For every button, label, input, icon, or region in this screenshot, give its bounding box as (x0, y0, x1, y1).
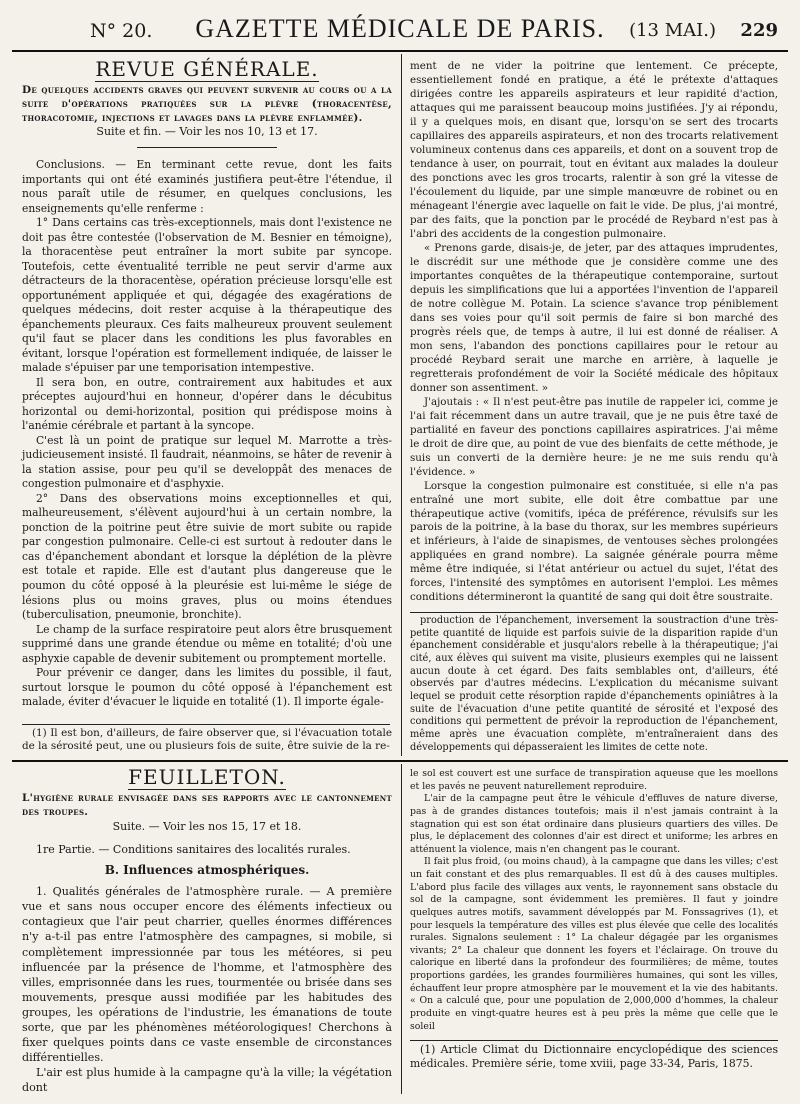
feuilleton-suite: Suite. — Voir les nos 15, 17 et 18. (112, 820, 302, 834)
feuilleton-subtitle: L'hygiène rurale envisagée dans ses rapports avec le cantonnement des troupes. (22, 792, 392, 819)
page-number: 229 (740, 20, 778, 41)
feuilleton-paragraph: le sol est couvert est une surface de transpiration aqueuse que les moellons et les pavés ne peuvent naturellement reproduire. (410, 768, 778, 792)
column-divider-bottom (401, 764, 402, 1094)
revue-paragraph: J'ajoutais : « Il n'est peut-être pas inutile de rappeler ici, comme je l'ai fait récemment dans un autre travail, que je ne puis être taxé de partialité en faveur des ponctions capillaires aspiratrices. J'ai même le droit de dire que, au point de vue des bienfaits de cette méthode, je suis un converti de la dernière heure: je ne me suis rendu qu'à l'évidence. » (410, 395, 778, 478)
revue-left-footnote (22, 727, 392, 754)
footnote-text: (1) Article Climat du Dictionnaire encyclopédique des sciences médicales. Première série, tome xviii, page 33-34, Paris, 1875. (410, 1043, 778, 1070)
masthead-rule (12, 50, 788, 52)
feuilleton-paragraph: L'air de la campagne peut être le véhicule d'effluves de nature diverse, pas à de grandes distances toutefois; mais il n'est jamais contraint à la stagnation qui est son état ordinaire dans plusieurs quartiers des villes. De plus, le déplacement des colonnes d'air est direct et uniforme; les arbres en atténuent la violence, mais n'en changent pas le courant. (410, 793, 778, 855)
feuilleton-footnote (410, 1043, 778, 1071)
feuilleton-title: FEUILLETON. (128, 765, 286, 789)
revue-subtitle: De quelques accidents graves qui peuvent survenir au cours ou a la suite d'opérations pratiquées sur la plèvre (thoracentèse, thoracotomie, injections et lavages dans la plèvre enflammée). (22, 83, 392, 124)
footnote-rule-feuilleton (410, 1040, 778, 1041)
revue-paragraph: « Prenons garde, disais-je, de jeter, par des attaques imprudentes, le discrédit sur une méthode que je considère comme une des importantes conquêtes de la thérapeutique contemporaine, surtout depuis les simplifications que lui a apportées l'invention de l'appareil de notre collègue M. Potain. La science s'avance trop péniblement dans ses voies pour qu'il soit permis de faire si bon marché des progrès réels que, de temps à autre, il lui est donné de réaliser. A mon sens, l'abandon des ponctions capillaires pour le retour au procédé Reybard serait une marche en arrière, à laquelle je regretterais profondément de voir la Société médicale des hôpitaux donner son assentiment. » (410, 241, 778, 394)
footnote-rule-right (410, 612, 778, 613)
footnote-text: (1) Il est bon, d'ailleurs, de faire observer que, si l'évacuation totale de la sérosité peut, une ou plusieurs fois de suite, être suivie de la re- (22, 727, 392, 753)
column-divider-top (401, 54, 402, 756)
footnote-rule-left (22, 724, 390, 725)
feuilleton-paragraph: 1. Qualités générales de l'atmosphère rurale. — A première vue et sans nous occuper encore des éléments infectieux ou contagieux que l'air peut charrier, quelles énormes différences n'y a-t-il pas entre l'atmosphère des campagnes, si mobile, si complètement impressionnée par tous les météores, si peu influencée par la présence de l'homme, et l'atmosphère des villes, emprisonnée dans les rues, tourmentée ou brisée dans ses mouvements, presque aussi modifiée par les habitudes des groupes, les opérations de l'industrie, les émanations de toute sorte, que par les phénomènes météorologiques! Cherchons à fixer quelques points dans ce vaste ensemble de circonstances différentielles. (22, 885, 392, 1064)
revue-right-column (410, 60, 778, 605)
revue-paragraph: Il sera bon, en outre, contrairement aux habitudes et aux préceptes aujourd'hui en honneur, d'opérer dans le décubitus horizontal ou demi-horizontal, position qui prédispose moins à l'anémie cérébrale et partant à la syncope. (22, 375, 392, 433)
masthead (12, 12, 788, 52)
issue-date: (13 MAI.) (629, 20, 716, 41)
revue-paragraph: ment de ne vider la poitrine que lentement. Ce précepte, essentiellement fondé en pratique, a été le prétexte d'attaques dirigées contre les appareils aspirateurs et leur rapidité d'action, attaques qui me paraissent beaucoup moins justifiées. J'y ai répondu, il y a quelques mois, en disant que, lorsqu'on se sert des trocarts capillaires des appareils aspirateurs, et non des trocarts relativement volumineux contenus dans ces appareils, et dont on a souvent trop de tendance à user, on pourrait, tout en évitant aux malades la douleur des ponctions avec les gros trocarts, ralentir à son gré la vitesse de l'écoulement du liquide, par une simple manœuvre de robinet ou en ménageant l'énergie avec laquelle on fait le vide. De plus, j'ai montré, par des faits, que la ponction par le procédé de Reybard n'est pas à l'abri des accidents de la congestion pulmonaire. (410, 60, 778, 240)
feuilleton-left-column (22, 765, 392, 1095)
feuilleton-paragraph: L'air est plus humide à la campagne qu'à la ville; la végétation dont (22, 1066, 392, 1095)
section-separator (12, 760, 788, 762)
revue-paragraph: Pour prévenir ce danger, dans les limites du possible, il faut, surtout lorsque le poumon du côté opposé à l'épanchement est malade, éviter d'évacuer le liquide en totalité (1). Il importe égale- (22, 666, 392, 709)
footnote-text: production de l'épanchement, inversement la soustraction d'une très-petite quantité de liquide est parfois suivie de la disparition rapide d'un épanchement considérable et jusqu'alors rebelle à la thérapeutique; j'ai cité, aux élèves qui suivent ma visite, plusieurs exemples qui ne laissent aucun doute à cet égard. Des faits semblables ont, d'ailleurs, été observés par d'autres médecins. L'explication du mécanisme suivant lequel se produit cette résorption rapide d'épanchements opiniâtres à la suite de l'évacuation d'une petite quantité de sérosité et l'exposé des conditions qui permettent de prévoir la reproduction de l'épanchement, même après une évacuation complète, m'entraîneraient dans des développements qui dépasseraient les limites de cette note. (410, 615, 778, 753)
newspaper-title: GAZETTE MÉDICALE DE PARIS. (195, 14, 605, 43)
revue-paragraph: C'est là un point de pratique sur lequel M. Marrotte a très-judicieusement insisté. Il faudrait, néanmoins, se hâter de revenir à la station assise, pour peu qu'il se developpât des menaces de congestion pulmonaire et d'asphyxie. (22, 433, 392, 491)
revue-paragraph: Le champ de la surface respiratoire peut alors être brusquement supprimé dans une grande étendue ou même en totalité; d'où une asphyxie capable de devenir subitement ou promptement mortelle. (22, 622, 392, 665)
feuilleton-paragraph: Il fait plus froid, (ou moins chaud), à la campagne que dans les villes; c'est un fait constant et des plus remarquables. Il est dû à des causes multiples. L'abord plus facile des villages aux vents, le rayonnement sans obstacle du sol de la campagne, sont évidemment les premières. Il faut y joindre quelques autres motifs, savamment développés par M. Fonssagrives (1), et pour lesquels la température des villes est plus élevée que celle des localités rurales. Signalons seulement : 1° La chaleur dégagée par les organismes vivants; 2° La chaleur que donnent les foyers et l'éclairage. On trouve du calorique en liberté dans la profondeur des fourmilières; de même, toutes proportions gardées, les grandes fourmilières humaines, qui sont les villes, échauffent leur propre atmosphère par le mouvement et la vie des habitants. « On a calculé que, pour une population de 2,000,000 d'hommes, la chaleur produite en vingt-quatre heures est à peu près la même que celle que le soleil (410, 856, 778, 1032)
issue-number: N° 20. (90, 20, 153, 42)
revue-separator (137, 147, 277, 148)
revue-paragraph: Lorsque la congestion pulmonaire est constituée, si elle n'a pas entraîné une mort subite, elle doit être combattue par une thérapeutique active (vomitifs, ipéca de préférence, révulsifs sur les parois de la poitrine, à la base du thorax, sur les membres supérieurs et inférieurs, à l'aide de sinapismes, de ventouses sèches prolongées appliquées en grand nombre). La saignée générale pourra même même être indiquée, si l'état antérieur ou actuel du sujet, l'état des forces, l'intensité des symptômes en autorisent l'emploi. Les mêmes conditions détermineront la quantité de sang qui doit être soustraite. (410, 479, 778, 604)
feuilleton-right-column (410, 768, 778, 1033)
revue-left-column (22, 57, 392, 710)
revue-paragraph: Conclusions. — En terminant cette revue, dont les faits importants qui ont été examinés justifiera peut-être l'étendue, il nous paraît utile de résumer, en quelques conclusions, les enseignements qu'elle renferme : (22, 158, 392, 215)
revue-suite: Suite et fin. — Voir les nos 10, 13 et 17. (96, 124, 318, 138)
revue-right-footnote (410, 615, 778, 754)
revue-paragraph: 2° Dans des observations moins exceptionnelles et qui, malheureusement, s'élèvent aujourd'hui à un certain nombre, la ponction de la poitrine peut être suivie de mort subite ou rapide par congestion pulmonaire. Celle-ci est surtout à redouter dans le cas d'épanchement abondant et lorsque la déplétion de la plèvre est totale et rapide. Elle est d'autant plus dangereuse que le poumon du côté opposé à la pleurésie est lui-même le siége de lésions plus ou moins graves, plus ou moins étendues (tuberculisation, pneumonie, bronchite). (22, 491, 392, 622)
feuilleton-part-heading: 1re Partie. — Conditions sanitaires des localités rurales. (36, 843, 351, 857)
revue-title: REVUE GÉNÉRALE. (95, 57, 319, 81)
feuilleton-subhead: B. Influences atmosphériques. (104, 863, 310, 878)
revue-paragraph: 1° Dans certains cas très-exceptionnels, mais dont l'existence ne doit pas être contestée (l'observation de M. Besnier en témoigne), la thoracentèse peut entraîner la mort subite par syncope. Toutefois, cette éventualité terrible ne peut servir d'arme aux détracteurs de la thoracentèse, opération précieuse lorsqu'elle est opportunément appliquée et qui, dégagée des exagérations de quelques médecins, doit rester acquise à la thérapeutique des épanchements pleuraux. Ces faits malheureux prouvent seulement qu'il faut se placer dans les conditions les plus favorables en évitant, lorsque l'opération est formellement indiquée, de laisser le malade s'épuiser par une temporisation intempestive. (22, 216, 392, 375)
